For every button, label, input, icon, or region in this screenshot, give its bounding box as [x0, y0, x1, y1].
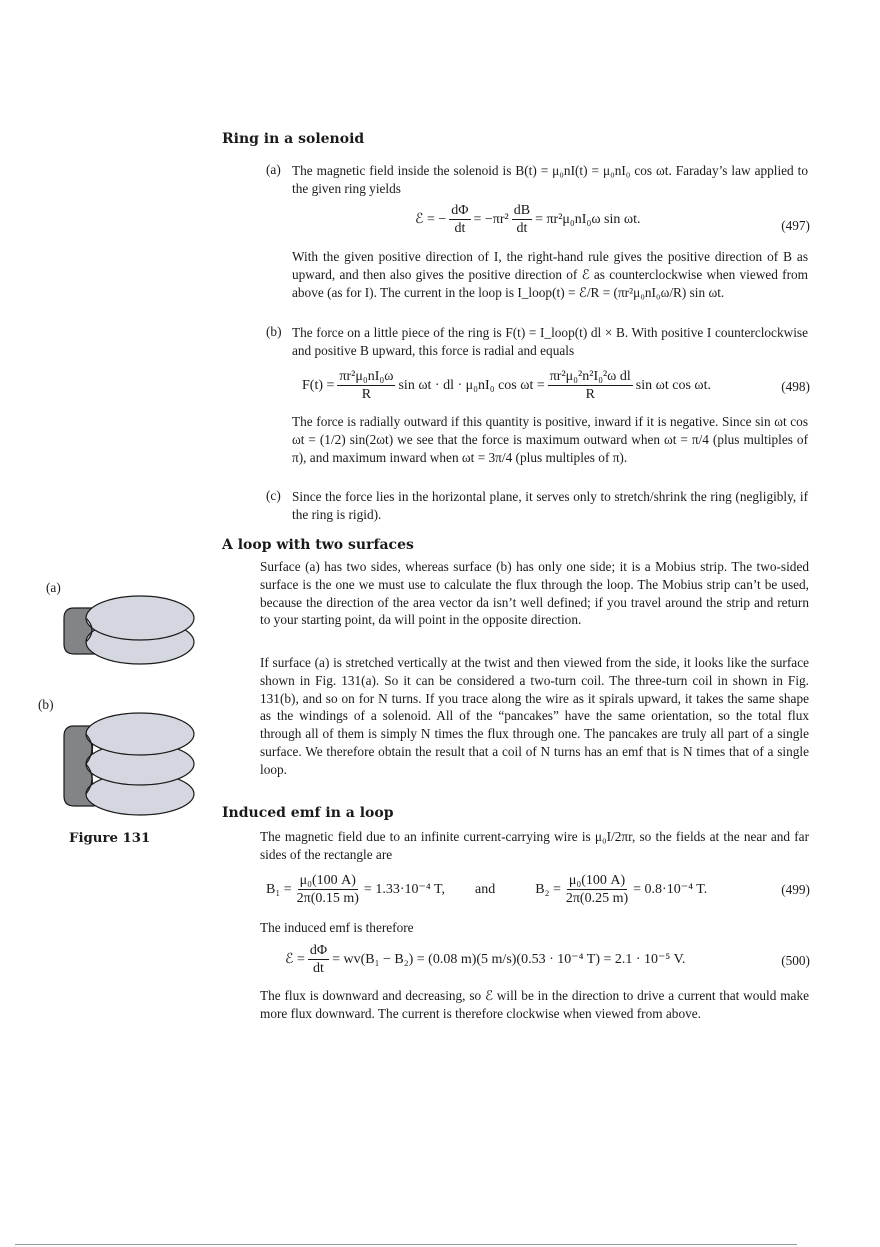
ring-c-text: Since the force lies in the horizontal plane, it serves only to stretch/shrink the ring (negligibly, if the ring is rigid). [292, 489, 808, 522]
ring-a-text2: With the given positive direction of I, the right-hand rule gives the positive direction of B as upward, and then also gives the positive direction of ℰ as counterclockwise when viewed from above (as for I). The current in the loop is I_loop(t) = ℰ/R = (πr²μ₀nI₀ω/R) sin ωt. [292, 249, 808, 300]
eq499-r1: = 1.33·10⁻⁴ T, [363, 882, 446, 897]
section-title-emf: Induced emf in a loop [222, 805, 394, 821]
eq500-frac-den: dt [313, 961, 324, 976]
eq497-frac1-num: dΦ [451, 203, 469, 218]
eq499-frac1 [295, 872, 361, 907]
ring-a-text: The magnetic field inside the solenoid is B(t) = μ₀nI(t) = μ₀nI₀ cos ωt. Faraday’s law applied to the given ring yields [292, 163, 808, 196]
figure-label-a: (a) [46, 580, 61, 595]
eq497-frac2 [512, 202, 532, 237]
eq499-r2: = 0.8·10⁻⁴ T. [633, 882, 708, 897]
eq497-rhs: = πr²μ₀nI₀ω sin ωt. [535, 211, 641, 227]
eq498-frac1-den: R [361, 387, 372, 402]
figure-131a [58, 590, 203, 670]
item-label-c: (c) [266, 488, 281, 503]
ring-b-text: The force on a little piece of the ring is F(t) = I_loop(t) dl × B. With positive I counterclockwise and positive B upward, this force is radial and equals [292, 325, 808, 358]
eq497-frac1 [449, 202, 470, 237]
equation-number-500: (500) [781, 953, 810, 968]
eq499-b2: B₂ = [535, 881, 561, 897]
eq497-frac2-den: dt [516, 221, 528, 236]
equation-number-497: (497) [781, 218, 810, 233]
equation-498 [302, 368, 711, 403]
loop-p2: If surface (a) is stretched vertically at the twist and then viewed from the side, it looks like the surface shown in Fig. 131(a). So it can be considered a two-turn coil. The three-turn coil in shown in Fig. 131(b), and so on for N turns. If you trace along the wire as it spirals upward, it takes the same shape as the windings of a solenoid. All of the “pancakes” have the same orientation, so the total flux through all of them is simply N times the flux through one. The pancakes are truly all part of a single surface. We therefore obtain the result that a coil of N turns has an emf that is N times that of a single loop. [260, 655, 809, 777]
figure-label-b: (b) [38, 697, 54, 712]
figure-131b [58, 708, 203, 820]
equation-499 [266, 872, 707, 907]
eq498-frac2-num: πr²μ₀²n²I₀²ω dl [549, 369, 631, 384]
bottom-rule [15, 1244, 797, 1245]
equation-497 [415, 202, 641, 237]
eq498-mid: sin ωt · dl · μ₀nI₀ cos ωt = [398, 377, 545, 393]
eq499-frac1-num: μ₀(100 A) [299, 873, 356, 888]
eq497-frac2-num: dB [513, 203, 531, 218]
emf-p2: The induced emf is therefore [260, 920, 414, 935]
loop-p1: Surface (a) has two sides, whereas surface (b) has only one side; it is a Mobius strip. The two-sided surface is the one we must use to calculate the flux through the loop. The Mobius strip can’t be used, because the direction of the area vector da isn’t well defined; if you travel around the strip and return to your starting point, da will point in the opposite direction. [260, 559, 809, 628]
eq498-frac1-num: πr²μ₀nI₀ω [339, 369, 394, 384]
eq498-rhs: sin ωt cos ωt. [635, 377, 712, 393]
eq497-frac1-den: dt [454, 221, 466, 236]
item-label-b: (b) [266, 324, 282, 339]
ring-b-text2: The force is radially outward if this quantity is positive, inward if it is negative. Since sin ωt cos ωt = (1/2) sin(2ωt) we see that the force is maximum outward when ωt = π/4 (plus multiples of π), and maximum inward when ωt = 3π/4 (plus multiples of π). [292, 414, 808, 465]
figure-caption: Figure 131 [69, 831, 151, 846]
item-label-a: (a) [266, 162, 281, 177]
emf-p3: The flux is downward and decreasing, so ℰ will be in the direction to drive a current that would make more flux downward. The current is therefore clockwise when viewed from above. [260, 988, 809, 1021]
eq499-b1: B₁ = [266, 881, 292, 897]
equation-500 [285, 942, 685, 977]
section-title-loop: A loop with two surfaces [222, 537, 414, 553]
eq500-frac-num: dΦ [309, 943, 328, 958]
eq499-frac2 [564, 872, 630, 907]
eq500-lhs: ℰ = [285, 952, 305, 967]
equation-number-499: (499) [781, 882, 810, 897]
figure-131a-pancake-top [86, 596, 194, 640]
section-title-ring: Ring in a solenoid [222, 131, 365, 147]
eq498-frac1 [337, 368, 395, 403]
eq500-rhs: = wv(B₁ − B₂) = (0.08 m)(5 m/s)(0.53 · 10⁻⁴ T) = 2.1 · 10⁻⁵ V. [332, 952, 686, 967]
eq500-frac [308, 942, 329, 977]
equation-number-498: (498) [781, 379, 810, 394]
eq499-frac2-num: μ₀(100 A) [568, 873, 626, 888]
eq499-frac1-den: 2π(0.15 m) [296, 891, 359, 906]
eq498-frac2-den: R [585, 387, 595, 402]
eq497-mid: = −πr² [473, 211, 509, 227]
eq499-frac2-den: 2π(0.25 m) [565, 891, 629, 906]
figure-131b-pancake-top [86, 713, 194, 755]
eq498-frac2 [548, 368, 633, 403]
eq499-and: and [475, 881, 496, 897]
eq498-lhs: F(t) = [302, 377, 335, 393]
emf-p1: The magnetic field due to an infinite current-carrying wire is μ₀I/2πr, so the fields at the near and far sides of the rectangle are [260, 829, 809, 862]
eq497-lhs: ℰ = − [415, 212, 447, 227]
